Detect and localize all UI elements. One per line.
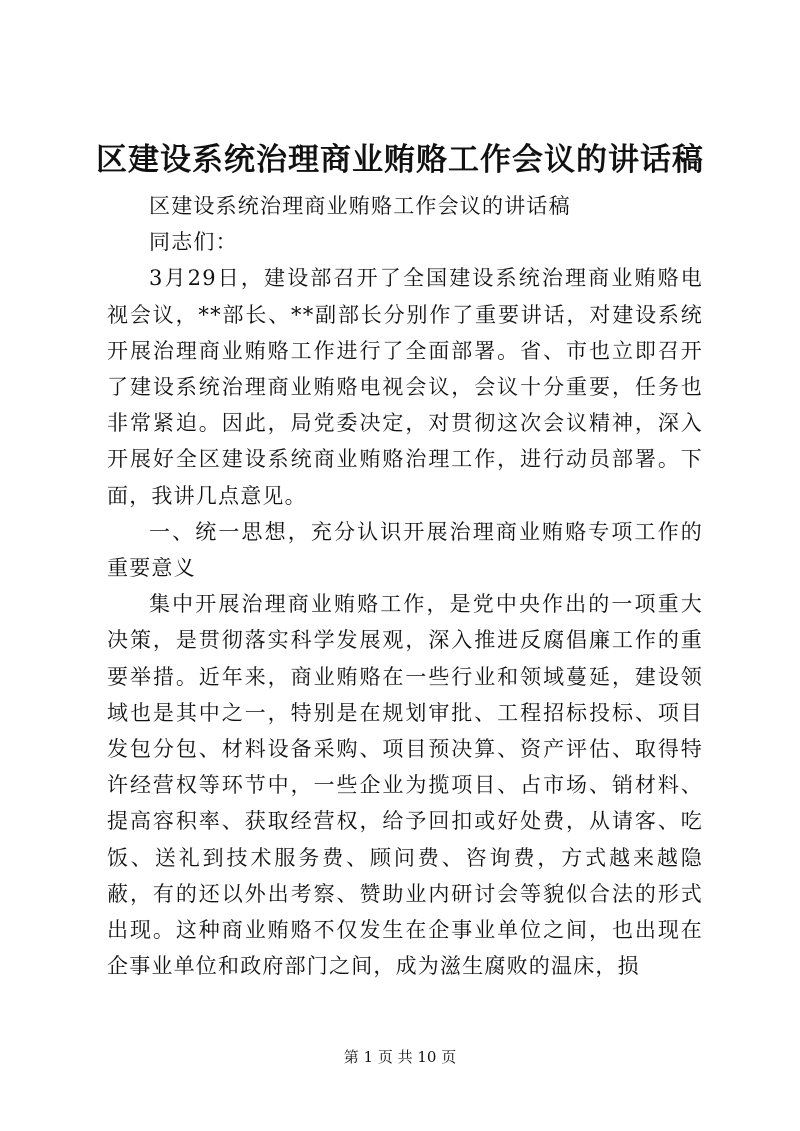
page-number-footer: 第 1 页 共 10 页	[343, 1048, 457, 1066]
section-heading: 一、统一思想，充分认识开展治理商业贿赂专项工作的重要意义	[107, 519, 703, 581]
document-title: 区建设系统治理商业贿赂工作会议的讲话稿	[96, 142, 704, 178]
body-paragraph: 集中开展治理商业贿赂工作，是党中央作出的一项重大决策，是贯彻落实科学发展观，深入推进反腐倡廉工作的重要举措。近年来，商业贿赂在一些行业和领域蔓延，建设领域也是其中之一，特别是在规划审批、工程招标投标、项目发包分包、材料设备采购、项目预决算、资产评估、取得特许经营权等环节中，一些企业为揽项目、占市场、销材料、提高容积率、获取经营权，给予回扣或好处费，从请客、吃饭、送礼到技术服务费、顾问费、咨询费，方式越来越隐蔽，有的还以外出考察、赞助业内研讨会等貌似合法的形式出现。这种商业贿赂不仅发生在企事业单位之间，也出现在企事业单位和政府部门之间，成为滋生腐败的温床，损	[107, 592, 703, 979]
salutation-paragraph: 同志们：	[149, 230, 238, 255]
subtitle-paragraph: 区建设系统治理商业贿赂工作会议的讲话稿	[149, 194, 571, 218]
document-body	[107, 188, 703, 984]
body-paragraph: 3月29日，建设部召开了全国建设系统治理商业贿赂电视会议，**部长、**副部长分别作了重要讲话，对建设系统开展治理商业贿赂工作进行了全面部署。省、市也立即召开了建设系统治理商业贿赂电视会议，会议十分重要，任务也非常紧迫。因此，局党委决定，对贯彻这次会议精神，深入开展好全区建设系统商业贿赂治理工作，进行动员部署。下面，我讲几点意见。	[107, 266, 703, 508]
